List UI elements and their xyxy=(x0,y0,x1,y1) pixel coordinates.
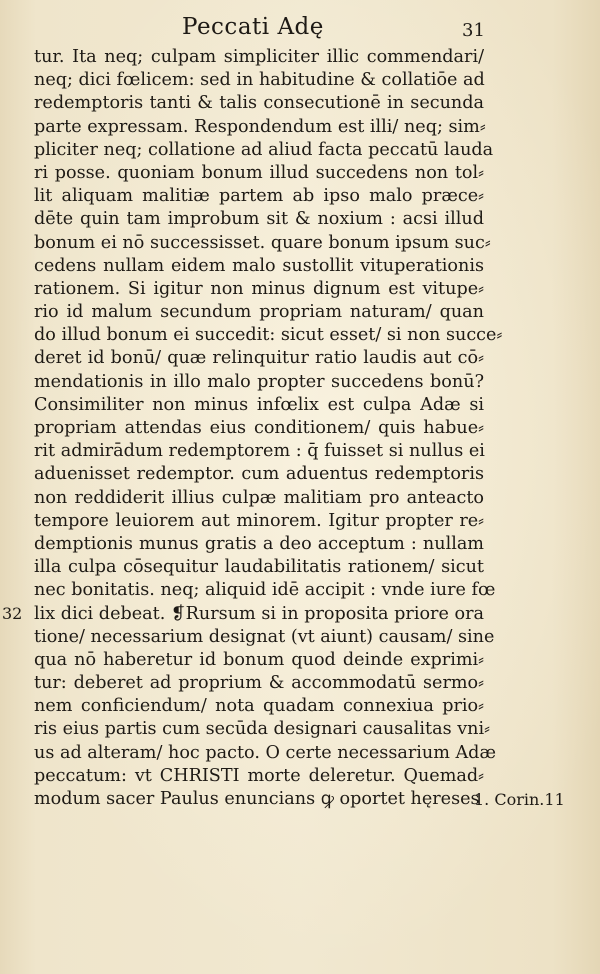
text-line: bonum ei nō successisset. quare bonum ipsum suc⸗ xyxy=(34,232,491,253)
running-title: Peccati Adę xyxy=(182,14,324,40)
text-line: ris eius partis cum secūda designari causalitas vni⸗ xyxy=(34,719,490,740)
text-line: peccatum: vt CHRISTI morte deleretur. Quemad⸗ xyxy=(34,765,484,786)
text-line: propriam attendas eius conditionem/ quis habue⸗ xyxy=(34,418,484,438)
page-number: 31 xyxy=(462,20,485,41)
text-line: illa culpa cōsequitur laudabilitatis rationem/ sicut xyxy=(34,557,484,578)
text-line: Consimiliter non minus infœlix est culpa Adæ si xyxy=(34,394,484,415)
text-line: dēte quin tam improbum sit & noxium : acsi illud xyxy=(34,209,484,230)
page-header xyxy=(0,14,600,44)
text-line: parte expressam. Respondendum est illi/ neq; sim⸗ xyxy=(34,116,486,137)
text-line: tempore leuiorem aut minorem. Igitur propter re⸗ xyxy=(34,510,484,531)
text-line: redemptoris tanti & talis consecutionē in secunda xyxy=(34,93,484,114)
text-line: cedens nullam eidem malo sustollit vituperationis xyxy=(34,255,484,276)
text-line: non reddiderit illius culpæ malitiam pro anteacto xyxy=(34,487,484,508)
text-line: tione/ necessarium designat (vt aiunt) causam/ sine xyxy=(34,626,495,647)
text-line: deret id bonū/ quæ relinquitur ratio laudis aut cō⸗ xyxy=(34,348,484,369)
text-line: do illud bonum ei succedit: sicut esset/ si non succe⸗ xyxy=(34,325,503,346)
text-line: modum sacer Paulus enuncians ꝙ oportet hęreses xyxy=(34,789,480,809)
text-line: tur: deberet ad proprium & accommodatū sermo⸗ xyxy=(34,673,484,694)
text-line: ri posse. quoniam bonum illud succedens non tol⸗ xyxy=(34,162,484,183)
text-line: nem conficiendum/ nota quadam connexiua prio⸗ xyxy=(34,696,484,717)
text-line: tur. Ita neq; culpam simpliciter illic commendari/ xyxy=(34,47,484,67)
body-text xyxy=(34,46,503,811)
margin-reference: 1. Corin.11 xyxy=(474,790,565,809)
text-line: us ad alteram/ hoc pacto. O certe necessarium Adæ xyxy=(34,742,496,763)
text-line: lit aliquam malitiæ partem ab ipso malo præce⸗ xyxy=(34,186,484,207)
text-line: neq; dici fœlicem: sed in habitudine & collatiōe ad xyxy=(34,70,485,91)
text-line: mendationis in illo malo propter succedens bonū? xyxy=(34,371,484,392)
text-line: rio id malum secundum propriam naturam/ quan xyxy=(34,302,484,323)
text-line: rit admirādum redemptorem : q̄ fuisset si nullus ei xyxy=(34,441,485,462)
text-line: demptionis munus gratis a deo acceptum : nullam xyxy=(34,533,484,554)
text-line: aduenisset redemptor. cum aduentus redemptoris xyxy=(34,464,484,485)
text-line: qua nō haberetur id bonum quod deinde exprimi⸗ xyxy=(34,649,484,670)
margin-line-number: 32 xyxy=(2,604,23,623)
text-line: pliciter neq; collatione ad aliud facta peccatū lauda xyxy=(34,139,494,160)
text-line: nec bonitatis. neq; aliquid idē accipit : vnde iure fœ xyxy=(34,580,496,601)
text-line: rationem. Si igitur non minus dignum est vitupe⸗ xyxy=(34,278,484,299)
text-line: lix dici debeat. ❡Rursum si in proposita priore ora xyxy=(34,603,484,624)
